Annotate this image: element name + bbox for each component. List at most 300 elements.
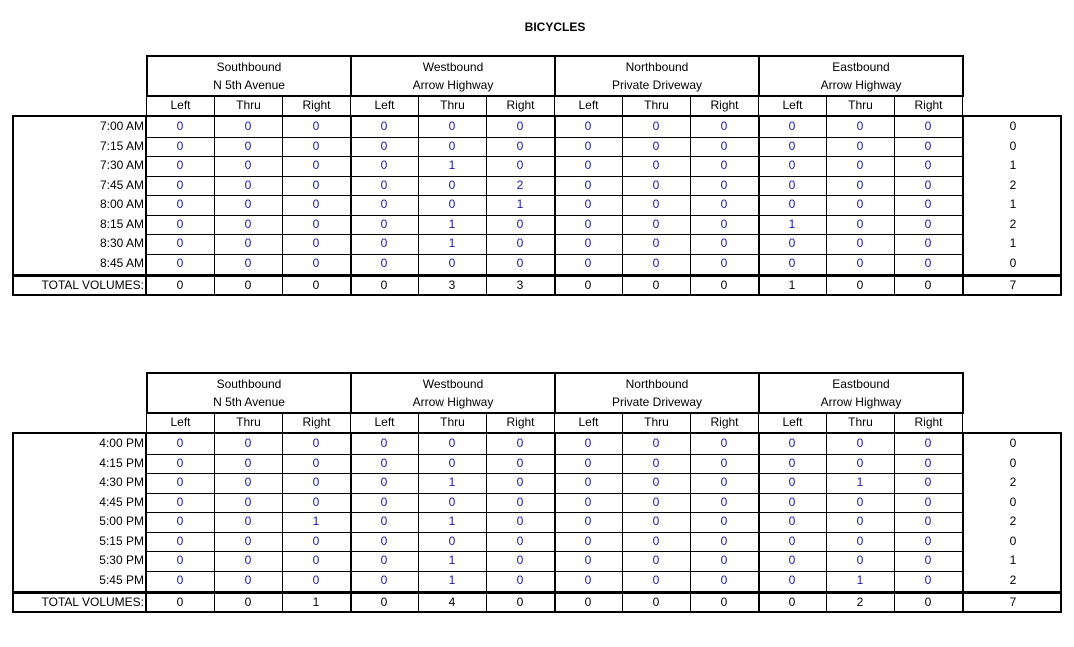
direction-label: Eastbound [832, 60, 890, 74]
movement-header: Left [350, 96, 419, 116]
count-cell: 1 [448, 514, 456, 528]
count-cell: 0 [652, 119, 660, 133]
time-label: 7:30 AM [99, 158, 144, 172]
count-cell: 0 [584, 494, 592, 509]
count-cell: 0 [244, 236, 252, 250]
count-cell: 0 [312, 158, 320, 172]
street-label: Arrow Highway [412, 395, 494, 409]
count-cell: 0 [516, 455, 524, 470]
count-cell: 1 [448, 236, 456, 250]
count-cell: 0 [720, 177, 728, 192]
count-cell: 1 [448, 475, 456, 489]
count-cell: 0 [516, 436, 524, 450]
total-cell: 0 [380, 595, 388, 609]
row-total: 1 [1009, 197, 1017, 211]
count-cell: 0 [720, 533, 728, 548]
count-cell: 0 [312, 494, 320, 509]
time-label: 7:15 AM [99, 138, 144, 153]
count-cell: 0 [380, 455, 388, 470]
row-line [146, 473, 962, 474]
movement-header: Thru [418, 413, 487, 433]
count-cell: 0 [720, 572, 728, 587]
count-cell: 0 [176, 138, 184, 153]
movement-header: Thru [214, 96, 283, 116]
time-label: 5:15 PM [99, 533, 144, 548]
count-cell: 0 [312, 255, 320, 270]
total-cell: 3 [516, 278, 524, 292]
movement-header: Right [486, 413, 555, 433]
movement-header: Left [554, 96, 623, 116]
count-cell: 0 [380, 572, 388, 587]
count-cell: 0 [652, 158, 660, 172]
count-cell: 0 [924, 138, 932, 153]
direction-header [758, 55, 964, 97]
count-cell: 0 [244, 553, 252, 567]
count-cell: 0 [244, 455, 252, 470]
count-cell: 0 [584, 475, 592, 489]
count-cell: 0 [176, 236, 184, 250]
movement-header: Right [486, 96, 555, 116]
time-label: 8:00 AM [99, 197, 144, 211]
count-cell: 0 [788, 119, 796, 133]
row-total: 1 [1009, 236, 1017, 250]
count-cell: 0 [516, 475, 524, 489]
count-cell: 0 [788, 475, 796, 489]
count-cell: 0 [380, 119, 388, 133]
row-line [146, 137, 962, 138]
direction-header [146, 55, 352, 97]
count-cell: 0 [924, 119, 932, 133]
count-cell: 0 [584, 119, 592, 133]
count-cell: 0 [924, 455, 932, 470]
count-cell: 0 [856, 553, 864, 567]
count-cell: 0 [516, 158, 524, 172]
movement-header: Thru [826, 413, 895, 433]
count-cell: 0 [176, 119, 184, 133]
count-cell: 0 [924, 514, 932, 528]
row-total: 2 [1009, 514, 1017, 528]
total-cell: 3 [448, 278, 456, 292]
count-cell: 0 [244, 533, 252, 548]
count-cell: 0 [380, 553, 388, 567]
count-cell: 0 [720, 138, 728, 153]
count-cell: 0 [584, 533, 592, 548]
count-cell: 0 [312, 138, 320, 153]
direction-label: Southbound [216, 377, 282, 391]
count-cell: 0 [516, 236, 524, 250]
count-cell: 0 [176, 216, 184, 231]
count-cell: 0 [584, 514, 592, 528]
count-cell: 0 [312, 455, 320, 470]
count-cell: 0 [924, 236, 932, 250]
count-cell: 0 [652, 255, 660, 270]
total-cell: 0 [380, 278, 388, 292]
count-cell: 0 [720, 216, 728, 231]
count-cell: 0 [924, 553, 932, 567]
movement-header: Thru [214, 413, 283, 433]
count-cell: 0 [856, 177, 864, 192]
count-cell: 0 [312, 553, 320, 567]
count-cell: 0 [516, 255, 524, 270]
count-cell: 0 [176, 436, 184, 450]
row-line [146, 234, 962, 235]
count-cell: 0 [720, 119, 728, 133]
total-cell: 0 [244, 595, 252, 609]
count-cell: 0 [856, 236, 864, 250]
count-cell: 0 [312, 236, 320, 250]
count-cell: 0 [380, 197, 388, 211]
count-cell: 0 [244, 255, 252, 270]
time-label: 5:00 PM [99, 514, 144, 528]
count-cell: 0 [652, 533, 660, 548]
count-cell: 1 [312, 514, 320, 528]
total-cell: 0 [584, 595, 592, 609]
count-cell: 1 [856, 475, 864, 489]
count-cell: 0 [720, 455, 728, 470]
row-total: 0 [1009, 436, 1017, 450]
movement-header: Right [894, 413, 963, 433]
count-cell: 0 [856, 216, 864, 231]
count-cell: 0 [380, 494, 388, 509]
time-label: 7:00 AM [99, 119, 144, 133]
count-cell: 0 [516, 553, 524, 567]
count-cell: 0 [244, 514, 252, 528]
count-cell: 0 [652, 494, 660, 509]
count-cell: 0 [652, 138, 660, 153]
count-cell: 0 [244, 197, 252, 211]
count-cell: 0 [584, 177, 592, 192]
count-cell: 0 [176, 197, 184, 211]
count-cell: 0 [516, 119, 524, 133]
row-line [146, 215, 962, 216]
count-cell: 0 [244, 572, 252, 587]
direction-label: Northbound [625, 60, 689, 74]
page-title: BICYCLES [524, 20, 586, 34]
count-cell: 0 [244, 158, 252, 172]
row-total: 0 [1009, 138, 1017, 153]
count-cell: 0 [652, 197, 660, 211]
movement-header: Thru [622, 413, 691, 433]
count-cell: 0 [856, 255, 864, 270]
time-label: 4:00 PM [99, 436, 144, 450]
count-cell: 0 [788, 255, 796, 270]
total-cell: 0 [312, 278, 320, 292]
count-cell: 0 [652, 216, 660, 231]
time-label: 8:45 AM [99, 255, 144, 270]
count-cell: 1 [448, 553, 456, 567]
count-cell: 0 [176, 255, 184, 270]
count-cell: 0 [584, 216, 592, 231]
row-total: 1 [1009, 553, 1017, 567]
count-cell: 0 [176, 158, 184, 172]
count-cell: 0 [856, 158, 864, 172]
count-cell: 0 [924, 436, 932, 450]
count-cell: 0 [652, 475, 660, 489]
row-line [146, 551, 962, 552]
count-cell: 0 [312, 436, 320, 450]
movement-header: Right [282, 96, 351, 116]
row-line [146, 571, 962, 572]
total-cell: 0 [788, 595, 796, 609]
street-label: N 5th Avenue [213, 78, 285, 92]
count-cell: 0 [788, 514, 796, 528]
count-cell: 0 [244, 475, 252, 489]
total-cell: 0 [924, 595, 932, 609]
count-cell: 0 [720, 158, 728, 172]
count-cell: 0 [380, 255, 388, 270]
count-cell: 0 [788, 236, 796, 250]
direction-header [758, 372, 964, 414]
count-cell: 0 [312, 216, 320, 231]
total-cell: 0 [652, 278, 660, 292]
time-label: 7:45 AM [99, 177, 144, 192]
movement-header: Left [554, 413, 623, 433]
count-cell: 0 [244, 119, 252, 133]
count-cell: 0 [584, 436, 592, 450]
movement-header: Thru [622, 96, 691, 116]
street-label: Arrow Highway [820, 395, 902, 409]
total-cell: 1 [312, 595, 320, 609]
direction-label: Westbound [422, 60, 484, 74]
direction-label: Southbound [216, 60, 282, 74]
time-label: 4:15 PM [99, 455, 144, 470]
movement-header: Right [690, 96, 759, 116]
count-cell: 0 [652, 553, 660, 567]
count-cell: 0 [720, 436, 728, 450]
count-cell: 1 [448, 572, 456, 587]
row-total: 1 [1009, 158, 1017, 172]
total-cell: 0 [176, 278, 184, 292]
total-cell: 0 [720, 278, 728, 292]
count-cell: 0 [312, 475, 320, 489]
row-line [146, 532, 962, 533]
movement-header: Left [758, 413, 827, 433]
row-line [146, 254, 962, 255]
count-cell: 0 [448, 197, 456, 211]
count-cell: 0 [380, 236, 388, 250]
count-cell: 0 [788, 572, 796, 587]
count-cell: 0 [448, 177, 456, 192]
direction-label: Eastbound [832, 377, 890, 391]
direction-header [350, 55, 556, 97]
count-cell: 0 [380, 514, 388, 528]
count-cell: 0 [176, 533, 184, 548]
count-cell: 0 [924, 255, 932, 270]
total-cell: 0 [652, 595, 660, 609]
count-cell: 0 [720, 475, 728, 489]
count-cell: 0 [720, 514, 728, 528]
count-cell: 0 [380, 177, 388, 192]
street-label: Private Driveway [611, 395, 703, 409]
count-cell: 0 [652, 572, 660, 587]
total-cell: 2 [856, 595, 864, 609]
count-cell: 0 [584, 138, 592, 153]
count-cell: 1 [448, 158, 456, 172]
row-total: 2 [1009, 475, 1017, 489]
movement-header: Thru [418, 96, 487, 116]
count-cell: 0 [448, 436, 456, 450]
count-cell: 0 [516, 514, 524, 528]
count-cell: 0 [244, 436, 252, 450]
grand-total: 7 [1009, 595, 1017, 609]
count-cell: 0 [244, 494, 252, 509]
count-cell: 0 [720, 236, 728, 250]
count-cell: 0 [312, 119, 320, 133]
count-cell: 0 [380, 436, 388, 450]
count-cell: 0 [924, 572, 932, 587]
total-cell: 0 [584, 278, 592, 292]
count-cell: 0 [788, 553, 796, 567]
count-cell: 0 [924, 177, 932, 192]
count-cell: 0 [244, 216, 252, 231]
time-label: 8:30 AM [99, 236, 144, 250]
total-cell: 0 [176, 595, 184, 609]
count-cell: 0 [584, 255, 592, 270]
direction-header [554, 55, 760, 97]
count-cell: 0 [380, 533, 388, 548]
count-cell: 2 [516, 177, 524, 192]
count-cell: 0 [652, 236, 660, 250]
count-cell: 0 [856, 455, 864, 470]
count-cell: 0 [176, 494, 184, 509]
row-total: 2 [1009, 572, 1017, 587]
row-total: 0 [1009, 455, 1017, 470]
row-total: 2 [1009, 216, 1017, 231]
count-cell: 0 [924, 216, 932, 231]
count-cell: 0 [312, 177, 320, 192]
count-cell: 0 [584, 572, 592, 587]
count-cell: 0 [788, 494, 796, 509]
total-volumes-label: TOTAL VOLUMES: [41, 278, 144, 292]
count-cell: 0 [720, 494, 728, 509]
movement-header: Right [690, 413, 759, 433]
count-cell: 0 [312, 197, 320, 211]
count-cell: 0 [448, 119, 456, 133]
street-label: Private Driveway [611, 78, 703, 92]
movement-header: Left [350, 413, 419, 433]
grand-total: 7 [1009, 278, 1017, 292]
count-cell: 0 [856, 119, 864, 133]
count-cell: 0 [448, 255, 456, 270]
direction-header [350, 372, 556, 414]
time-label: 4:30 PM [99, 475, 144, 489]
time-label: 8:15 AM [99, 216, 144, 231]
movement-header: Right [282, 413, 351, 433]
count-cell: 0 [924, 494, 932, 509]
street-label: N 5th Avenue [213, 395, 285, 409]
movement-header: Right [894, 96, 963, 116]
direction-label: Westbound [422, 377, 484, 391]
count-cell: 0 [788, 533, 796, 548]
total-cell: 0 [244, 278, 252, 292]
count-cell: 0 [380, 475, 388, 489]
count-cell: 0 [856, 197, 864, 211]
count-cell: 0 [380, 138, 388, 153]
count-cell: 0 [788, 436, 796, 450]
count-cell: 0 [856, 138, 864, 153]
count-cell: 0 [584, 197, 592, 211]
count-cell: 0 [788, 138, 796, 153]
row-line [146, 493, 962, 494]
time-label: 5:45 PM [99, 572, 144, 587]
count-cell: 1 [516, 197, 524, 211]
row-line [146, 454, 962, 455]
count-cell: 0 [788, 177, 796, 192]
total-cell: 0 [720, 595, 728, 609]
count-cell: 0 [244, 138, 252, 153]
count-cell: 0 [312, 572, 320, 587]
count-cell: 0 [720, 197, 728, 211]
row-line [146, 176, 962, 177]
count-cell: 0 [856, 514, 864, 528]
count-cell: 0 [244, 177, 252, 192]
count-cell: 0 [788, 158, 796, 172]
movement-header: Left [146, 96, 215, 116]
count-cell: 0 [380, 216, 388, 231]
time-label: 4:45 PM [99, 494, 144, 509]
count-cell: 0 [516, 572, 524, 587]
direction-header [146, 372, 352, 414]
count-cell: 1 [856, 572, 864, 587]
count-cell: 0 [380, 158, 388, 172]
count-cell: 0 [720, 255, 728, 270]
count-cell: 0 [448, 494, 456, 509]
street-label: Arrow Highway [412, 78, 494, 92]
row-total: 0 [1009, 119, 1017, 133]
count-cell: 0 [924, 475, 932, 489]
count-cell: 0 [652, 455, 660, 470]
row-line [146, 512, 962, 513]
total-volumes-label: TOTAL VOLUMES: [41, 595, 144, 609]
total-cell: 1 [788, 278, 796, 292]
total-cell: 0 [516, 595, 524, 609]
count-cell: 0 [856, 494, 864, 509]
count-cell: 1 [448, 216, 456, 231]
count-cell: 0 [924, 158, 932, 172]
row-total: 2 [1009, 177, 1017, 192]
row-total: 0 [1009, 533, 1017, 548]
street-label: Arrow Highway [820, 78, 902, 92]
count-cell: 0 [856, 533, 864, 548]
count-cell: 0 [176, 514, 184, 528]
count-cell: 0 [176, 553, 184, 567]
total-cell: 4 [448, 595, 456, 609]
count-cell: 0 [652, 436, 660, 450]
count-cell: 0 [516, 533, 524, 548]
row-line [146, 156, 962, 157]
row-total: 0 [1009, 494, 1017, 509]
count-cell: 0 [176, 177, 184, 192]
count-cell: 0 [856, 436, 864, 450]
count-cell: 0 [448, 533, 456, 548]
count-cell: 0 [584, 158, 592, 172]
count-cell: 0 [720, 553, 728, 567]
count-cell: 0 [448, 138, 456, 153]
count-cell: 0 [176, 572, 184, 587]
movement-header: Left [146, 413, 215, 433]
count-cell: 0 [176, 455, 184, 470]
row-total: 0 [1009, 255, 1017, 270]
count-cell: 1 [788, 216, 796, 231]
count-cell: 0 [924, 533, 932, 548]
total-cell: 0 [856, 278, 864, 292]
count-cell: 0 [516, 216, 524, 231]
count-cell: 0 [652, 177, 660, 192]
count-cell: 0 [516, 494, 524, 509]
count-cell: 0 [516, 138, 524, 153]
direction-label: Northbound [625, 377, 689, 391]
movement-header: Left [758, 96, 827, 116]
